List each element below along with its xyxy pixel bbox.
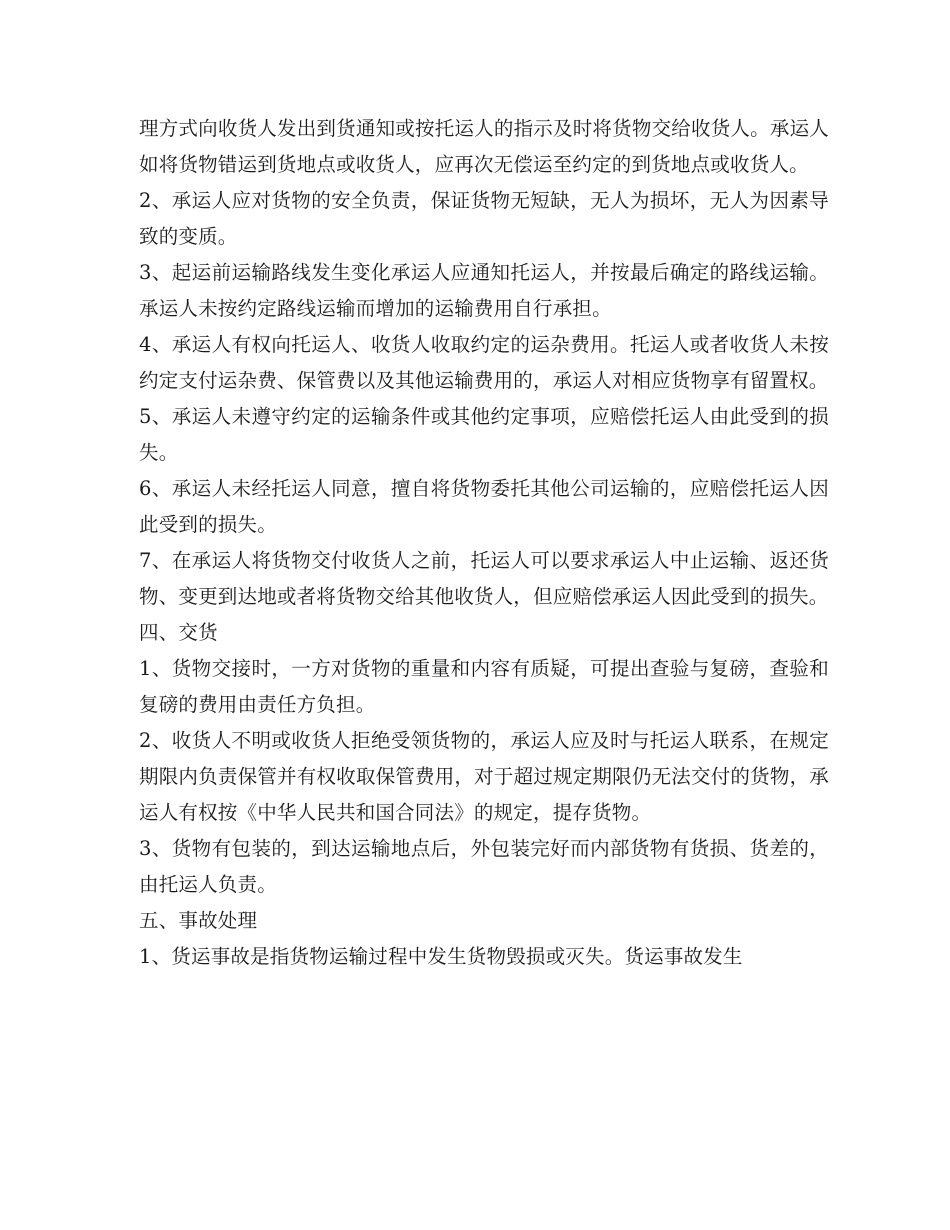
document-page [139, 111, 829, 975]
paragraph-delivery-item-1: 1、货物交接时，一方对货物的重量和内容有质疑，可提出查验与复磅，查验和复磅的费用由责任方负担。 [139, 657, 829, 716]
paragraph-accident-item-1: 1、货运事故是指货物运输过程中发生货物毁损或灭失。货运事故发生 [139, 945, 743, 968]
paragraph-delivery-item-2: 2、收货人不明或收货人拒绝受领货物的，承运人应及时与托运人联系，在规定期限内负责保管并有权收取保管费用，对于超过规定期限仍无法交付的货物，承运人有权按《中华人民共和国合同法》的规定，提存货物。 [139, 729, 829, 824]
paragraph-item-7-stop-transport: 7、在承运人将货物交付收货人之前，托运人可以要求承运人中止运输、返还货物、变更到达地或者将货物交给其他收货人，但应赔偿承运人因此受到的损失。 [139, 549, 829, 608]
section-heading-accident: 五、事故处理 [139, 909, 258, 932]
paragraph-item-2-cargo-safety: 2、承运人应对货物的安全负责，保证货物无短缺，无人为损坏，无人为因素导致的变质。 [139, 189, 829, 248]
paragraph-delivery-item-3: 3、货物有包装的，到达运输地点后，外包装完好而内部货物有货损、货差的，由托运人负责。 [139, 837, 829, 896]
paragraph-item-3-route-change: 3、起运前运输路线发生变化承运人应通知托运人，并按最后确定的路线运输。承运人未按约定路线运输而增加的运输费用自行承担。 [139, 261, 829, 320]
paragraph-item-4-fees-lien: 4、承运人有权向托运人、收货人收取约定的运杂费用。托运人或者收货人未按约定支付运杂费、保管费以及其他运输费用的，承运人对相应货物享有留置权。 [139, 333, 829, 392]
section-heading-delivery: 四、交货 [139, 621, 218, 644]
paragraph-item-6-subcontract: 6、承运人未经托运人同意，擅自将货物委托其他公司运输的，应赔偿托运人因此受到的损失。 [139, 477, 829, 536]
paragraph-delivery-notice: 理方式向收货人发出到货通知或按托运人的指示及时将货物交给收货人。承运人如将货物错运到货地点或收货人，应再次无偿运至约定的到货地点或收货人。 [139, 117, 829, 176]
paragraph-item-5-breach: 5、承运人未遵守约定的运输条件或其他约定事项，应赔偿托运人由此受到的损失。 [139, 405, 829, 464]
